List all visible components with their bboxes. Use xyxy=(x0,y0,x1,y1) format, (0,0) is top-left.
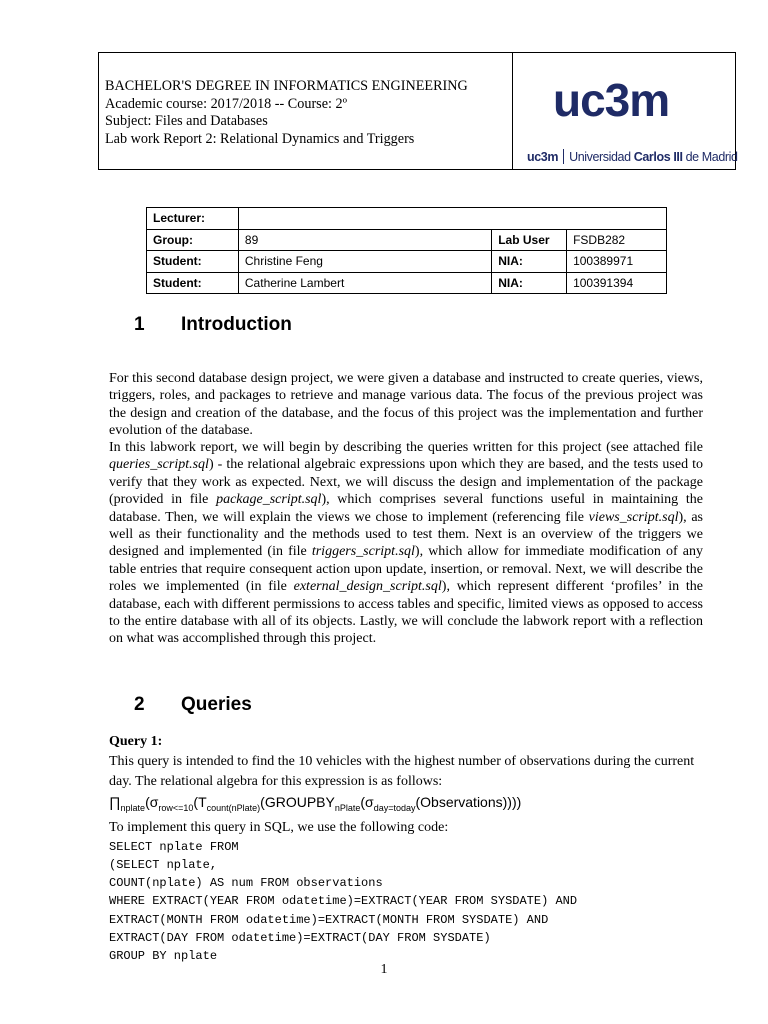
lab-user-value: FSDB282 xyxy=(567,229,667,251)
code-line: (SELECT nplate, xyxy=(109,858,218,872)
code-line: EXTRACT(MONTH FROM odatetime)=EXTRACT(MONTH FROM SYSDATE) AND xyxy=(109,912,549,927)
student-row xyxy=(147,251,667,273)
section-number: 1 xyxy=(134,314,145,335)
svg-text:uc3m: uc3m xyxy=(553,79,670,123)
relational-algebra-expression: $\prod_{nplate}(\sigma_{row<=10}(T_{count(nPlate)}(GROUPBY_{nPlate}(\sigma_{day=today}(Observations))))$ xyxy=(109,794,522,813)
course-info xyxy=(99,53,513,169)
file-name: views_script.sql xyxy=(588,509,679,525)
query-title: Query 1: xyxy=(109,734,163,749)
lecturer-label: Lecturer: xyxy=(147,208,239,230)
sql-intro: To implement this query in SQL, we use the following code: xyxy=(109,819,449,835)
code-line: COUNT(nplate) AS num FROM observations xyxy=(109,876,383,891)
student-nia: 100389971 xyxy=(567,251,667,273)
subject-line: Subject: Files and Databases xyxy=(105,113,268,129)
file-name: package_script.sql xyxy=(216,492,322,508)
page-number: 1 xyxy=(380,962,388,977)
nia-label: NIA: xyxy=(492,272,567,294)
code-line: WHERE EXTRACT(YEAR FROM odatetime)=EXTRACT(YEAR FROM SYSDATE) AND xyxy=(109,894,578,909)
degree-line: BACHELOR'S DEGREE IN INFORMATICS ENGINEERING xyxy=(105,78,468,94)
logo-divider xyxy=(563,149,564,164)
code-line: SELECT nplate FROM xyxy=(109,839,239,854)
logo-sub-mark: uc3m xyxy=(527,150,559,164)
code-line: EXTRACT(DAY FROM odatetime)=EXTRACT(DAY FROM SYSDATE) xyxy=(109,930,491,945)
student-name: Christine Feng xyxy=(238,251,491,273)
student-label: Student: xyxy=(147,272,239,294)
group-label: Group: xyxy=(147,229,239,251)
group-row xyxy=(147,229,667,251)
section-title: Introduction xyxy=(181,314,292,335)
lab-report-line: Lab work Report 2: Relational Dynamics and Triggers xyxy=(105,130,415,147)
university-name: uc3m Universidad Carlos III de Madrid xyxy=(527,150,738,164)
lecturer-value xyxy=(238,208,666,230)
student-name: Catherine Lambert xyxy=(238,272,491,294)
group-value: 89 xyxy=(238,229,491,251)
file-name: external_design_script.sql xyxy=(293,579,442,595)
student-nia: 100391394 xyxy=(567,272,667,294)
section-title: Queries xyxy=(181,694,252,715)
sql-code-block xyxy=(109,838,709,965)
section-heading-queries xyxy=(134,694,252,716)
section-number: 2 xyxy=(134,694,145,715)
document-header xyxy=(98,52,736,170)
university-logo xyxy=(513,53,738,169)
query-description: This query is intended to find the 10 vehicles with the highest number of observations during the current day. The relational algebra for this expression is as follows: xyxy=(109,754,695,789)
student-row xyxy=(147,272,667,294)
uc3m-logo-mark xyxy=(553,79,695,123)
query-1-block xyxy=(109,732,709,965)
student-info-table xyxy=(146,207,667,294)
academic-course-line: Academic course: 2017/2018 -- Course: 2º xyxy=(105,95,347,112)
intro-paragraph-1: For this second database design project, we were given a database and instructed to create queries, views, triggers, roles, and packages to retrieve and manage various data. The focus of the previous project was the design and creation of the database, and the focus of this project was the implementation and further evolution of the database. xyxy=(109,371,703,439)
lab-user-label: Lab User xyxy=(492,229,567,251)
nia-label: NIA: xyxy=(492,251,567,273)
lecturer-row xyxy=(147,208,667,230)
file-name: triggers_script.sql xyxy=(311,544,415,560)
student-label: Student: xyxy=(147,251,239,273)
intro-paragraph-2: In this labwork report, we will begin by describing the queries written for this project (see attached file queries_script.sql) - the relational algebraic expressions upon which they are based, and the tests used to verify that they work as expected. Next, we will discuss the design and implementation of the package (provided in file package_script.sql), which comprises several functions useful in maintaining the database. Then, we will explain the views we chose to implement (referencing file views_script.sql), as well as their functionality and the methods used to test them. Next is an overview of the triggers we designed and implemented (in file triggers_script.sql), which allow for immediate modification of any table entries that require consequent action upon update, insertion, or removal. Next, we will describe the roles we implemented (in file external_design_script.sql), which represent different ‘profiles’ in the database, each with different permissions to access tables and specific, limited views as opposed to access to the entire database with all of its objects. Lastly, we will conclude the labwork report with a reflection on what was accomplished through this project. xyxy=(109,440,704,647)
code-line: GROUP BY nplate xyxy=(109,949,218,964)
file-name: queries_script.sql xyxy=(109,457,209,473)
section-heading-introduction xyxy=(134,314,292,336)
